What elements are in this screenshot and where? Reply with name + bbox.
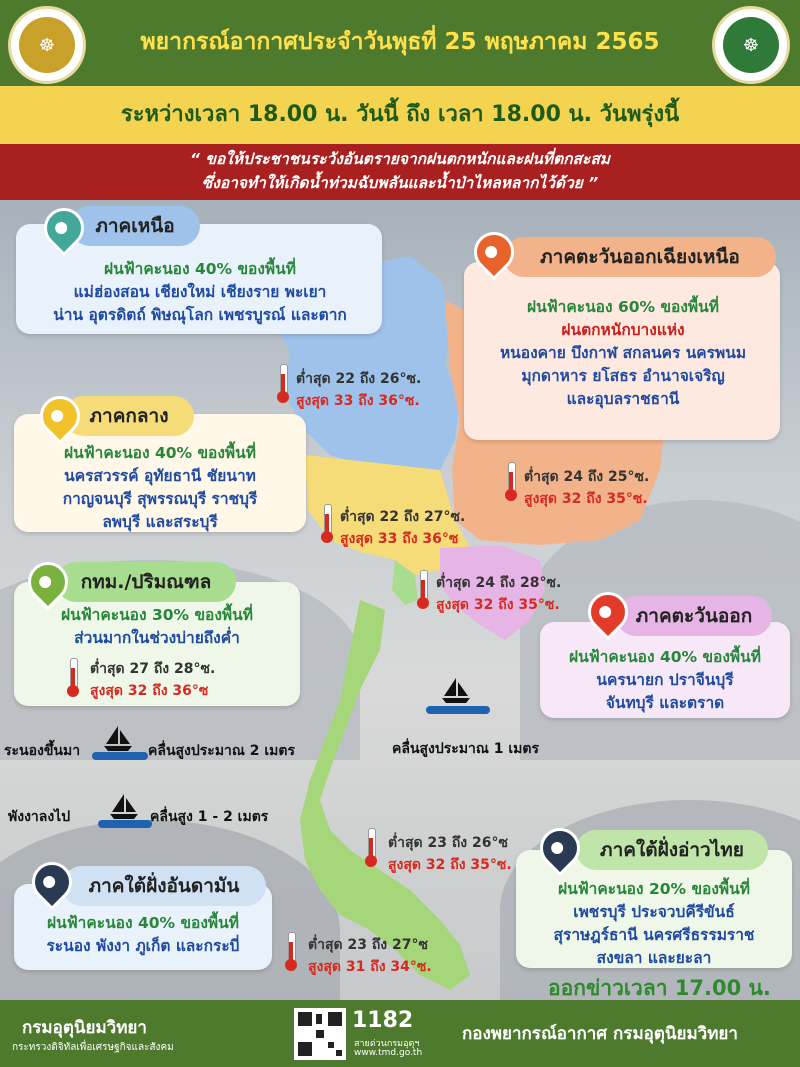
thermometer-icon bbox=[278, 364, 288, 402]
thermometer-icon bbox=[322, 504, 332, 542]
region-tag-south-andaman: ภาคใต้ฝั่งอันดามัน bbox=[62, 866, 266, 906]
temp-max-northeast: สูงสุด 32 ถึง 35°ซ. bbox=[524, 491, 648, 507]
page-title: พยากรณ์อากาศประจำวันพุธที่ 25 พฤษภาคม 2565 bbox=[140, 29, 660, 55]
thermometer-icon bbox=[68, 658, 78, 696]
footer-ministry: กระทรวงดิจิทัลเพื่อเศรษฐกิจและสังคม bbox=[12, 1042, 174, 1053]
region-tag-central: ภาคกลาง bbox=[64, 396, 194, 436]
thermometer-icon bbox=[418, 570, 428, 608]
rain-chance: ฝนฟ้าคะนอง 40% ของพื้นที่ bbox=[104, 260, 296, 278]
region-tag-south-gulf: ภาคใต้ฝั่งอ่าวไทย bbox=[576, 830, 768, 870]
province-list: นครนายก ปราจีนบุรี bbox=[596, 671, 734, 689]
temp-min-bangkok: ต่ำสุด 27 ถึง 28°ซ. bbox=[90, 661, 216, 677]
qr-code-icon[interactable] bbox=[294, 1008, 346, 1060]
footer-division: กองพยากรณ์อากาศ กรมอุตุนิยมวิทยา bbox=[462, 1024, 738, 1044]
province-list: น่าน อุตรดิตถ์ พิษณุโลก เพชรบูรณ์ และตาก bbox=[53, 306, 347, 324]
temp-min-map: ต่ำสุด 24 ถึง 28°ซ. bbox=[436, 575, 562, 591]
wave-area-label: ระนองขึ้นมา bbox=[4, 743, 81, 759]
temp-max-central: สูงสุด 33 ถึง 36°ซ bbox=[340, 531, 459, 547]
warning-line-1: “ ขอให้ประชาชนระวังอันตรายจากฝนตกหนักและฝนที่ตกสะสม bbox=[189, 150, 611, 168]
temp-max-south-andaman: สูงสุด 31 ถึง 34°ซ. bbox=[308, 959, 432, 975]
rain-chance: ฝนฟ้าคะนอง 30% ของพื้นที่ bbox=[61, 606, 253, 624]
temp-max-bangkok: สูงสุด 32 ถึง 36°ซ bbox=[90, 683, 209, 699]
temp-min-central: ต่ำสุด 22 ถึง 27°ซ. bbox=[340, 509, 466, 525]
forecast-period: ระหว่างเวลา 18.00 น. วันนี้ ถึง เวลา 18.00 น. วันพรุ่งนี้ bbox=[120, 102, 680, 127]
heavy-rain-note: ฝนตกหนักบางแห่ง bbox=[561, 321, 685, 339]
temp-min-south-gulf: ต่ำสุด 23 ถึง 26°ซ bbox=[388, 835, 508, 851]
temp-max-north: สูงสุด 33 ถึง 36°ซ. bbox=[296, 393, 420, 409]
ministry-logo: ☸ bbox=[8, 6, 86, 84]
hotline-label: สายด่วนกรมอุตุฯ bbox=[354, 1039, 420, 1049]
timing-note: ส่วนมากในช่วงบ่ายถึงค่ำ bbox=[74, 629, 240, 647]
wave-height-label: คลื่นสูงประมาณ 1 เมตร bbox=[392, 741, 540, 757]
temp-min-north: ต่ำสุด 22 ถึง 26°ซ. bbox=[296, 371, 422, 387]
thermometer-icon bbox=[506, 462, 516, 500]
region-tag-northeast: ภาคตะวันออกเฉียงเหนือ bbox=[504, 237, 776, 277]
wave-icon bbox=[98, 820, 152, 828]
province-list: นครสวรรค์ อุทัยธานี ชัยนาท bbox=[64, 467, 256, 485]
temp-min-south-andaman: ต่ำสุด 23 ถึง 27°ซ bbox=[308, 937, 428, 953]
region-text-northeast bbox=[468, 296, 778, 411]
province-list: ระนอง พังงา ภูเก็ต และกระบี่ bbox=[46, 937, 240, 955]
wave-height-label: คลื่นสูงประมาณ 2 เมตร bbox=[148, 743, 296, 759]
province-list: เพชรบุรี ประจวบคีรีขันธ์ bbox=[573, 903, 735, 921]
region-text-north bbox=[20, 258, 380, 327]
province-list: หนองคาย บึงกาฬ สกลนคร นครพนม bbox=[499, 344, 747, 362]
wave-icon bbox=[426, 706, 490, 714]
rain-chance: ฝนฟ้าคะนอง 40% ของพื้นที่ bbox=[47, 914, 239, 932]
rain-chance: ฝนฟ้าคะนอง 60% ของพื้นที่ bbox=[527, 298, 719, 316]
tmd-logo: ☸ bbox=[712, 6, 790, 84]
province-list: และอุบลราชธานี bbox=[566, 390, 680, 408]
thermometer-icon bbox=[366, 828, 376, 866]
province-list: จันทบุรี และตราด bbox=[605, 694, 725, 712]
province-list: ลพบุรี และสระบุรี bbox=[102, 513, 218, 531]
wave-area-label: พังงาลงไป bbox=[8, 809, 71, 825]
rain-chance: ฝนฟ้าคะนอง 20% ของพื้นที่ bbox=[558, 880, 750, 898]
province-list: แม่ฮ่องสอน เชียงใหม่ เชียงราย พะเยา bbox=[73, 283, 327, 301]
rain-chance: ฝนฟ้าคะนอง 40% ของพื้นที่ bbox=[569, 648, 761, 666]
region-tag-north: ภาคเหนือ bbox=[70, 206, 200, 246]
sailboat-icon bbox=[100, 724, 136, 754]
sailboat-icon bbox=[106, 792, 142, 822]
province-list: สุราษฎร์ธานี นครศรีธรรมราช bbox=[553, 926, 755, 944]
region-text-south-gulf bbox=[518, 878, 790, 970]
wave-height-label: คลื่นสูง 1 - 2 เมตร bbox=[150, 809, 269, 825]
province-list: กาญจนบุรี สุพรรณบุรี ราชบุรี bbox=[62, 490, 258, 508]
temp-min-northeast: ต่ำสุด 24 ถึง 25°ซ. bbox=[524, 469, 650, 485]
wave-icon bbox=[92, 752, 148, 760]
thermometer-icon bbox=[286, 932, 296, 970]
warning-line-2: ซึ่งอาจทำให้เกิดน้ำท่วมฉับพลันและน้ำป่าไหลหลากไว้ด้วย ” bbox=[201, 174, 599, 192]
sailboat-icon bbox=[438, 676, 474, 706]
region-tag-bangkok: กทม./ปริมณฑล bbox=[56, 562, 236, 602]
province-list: สงขลา และยะลา bbox=[596, 949, 712, 967]
region-text-bangkok bbox=[16, 604, 298, 650]
hotline-number[interactable]: 1182 bbox=[352, 1008, 414, 1033]
website-link[interactable]: www.tmd.go.th bbox=[354, 1048, 423, 1058]
temp-max-south-gulf: สูงสุด 32 ถึง 35°ซ. bbox=[388, 857, 512, 873]
province-list: มุกดาหาร ยโสธร อำนาจเจริญ bbox=[521, 367, 725, 385]
region-text-south-andaman bbox=[16, 912, 270, 958]
footer-dept: กรมอุตุนิยมวิทยา bbox=[22, 1018, 147, 1038]
region-text-east bbox=[542, 646, 788, 715]
region-tag-east: ภาคตะวันออก bbox=[616, 596, 772, 636]
temp-max-map: สูงสุด 32 ถึง 35°ซ. bbox=[436, 597, 560, 613]
region-text-central bbox=[16, 442, 304, 534]
issued-time: ออกข่าวเวลา 17.00 น. bbox=[548, 976, 771, 1000]
rain-chance: ฝนฟ้าคะนอง 40% ของพื้นที่ bbox=[64, 444, 256, 462]
map-region-south bbox=[300, 600, 470, 990]
